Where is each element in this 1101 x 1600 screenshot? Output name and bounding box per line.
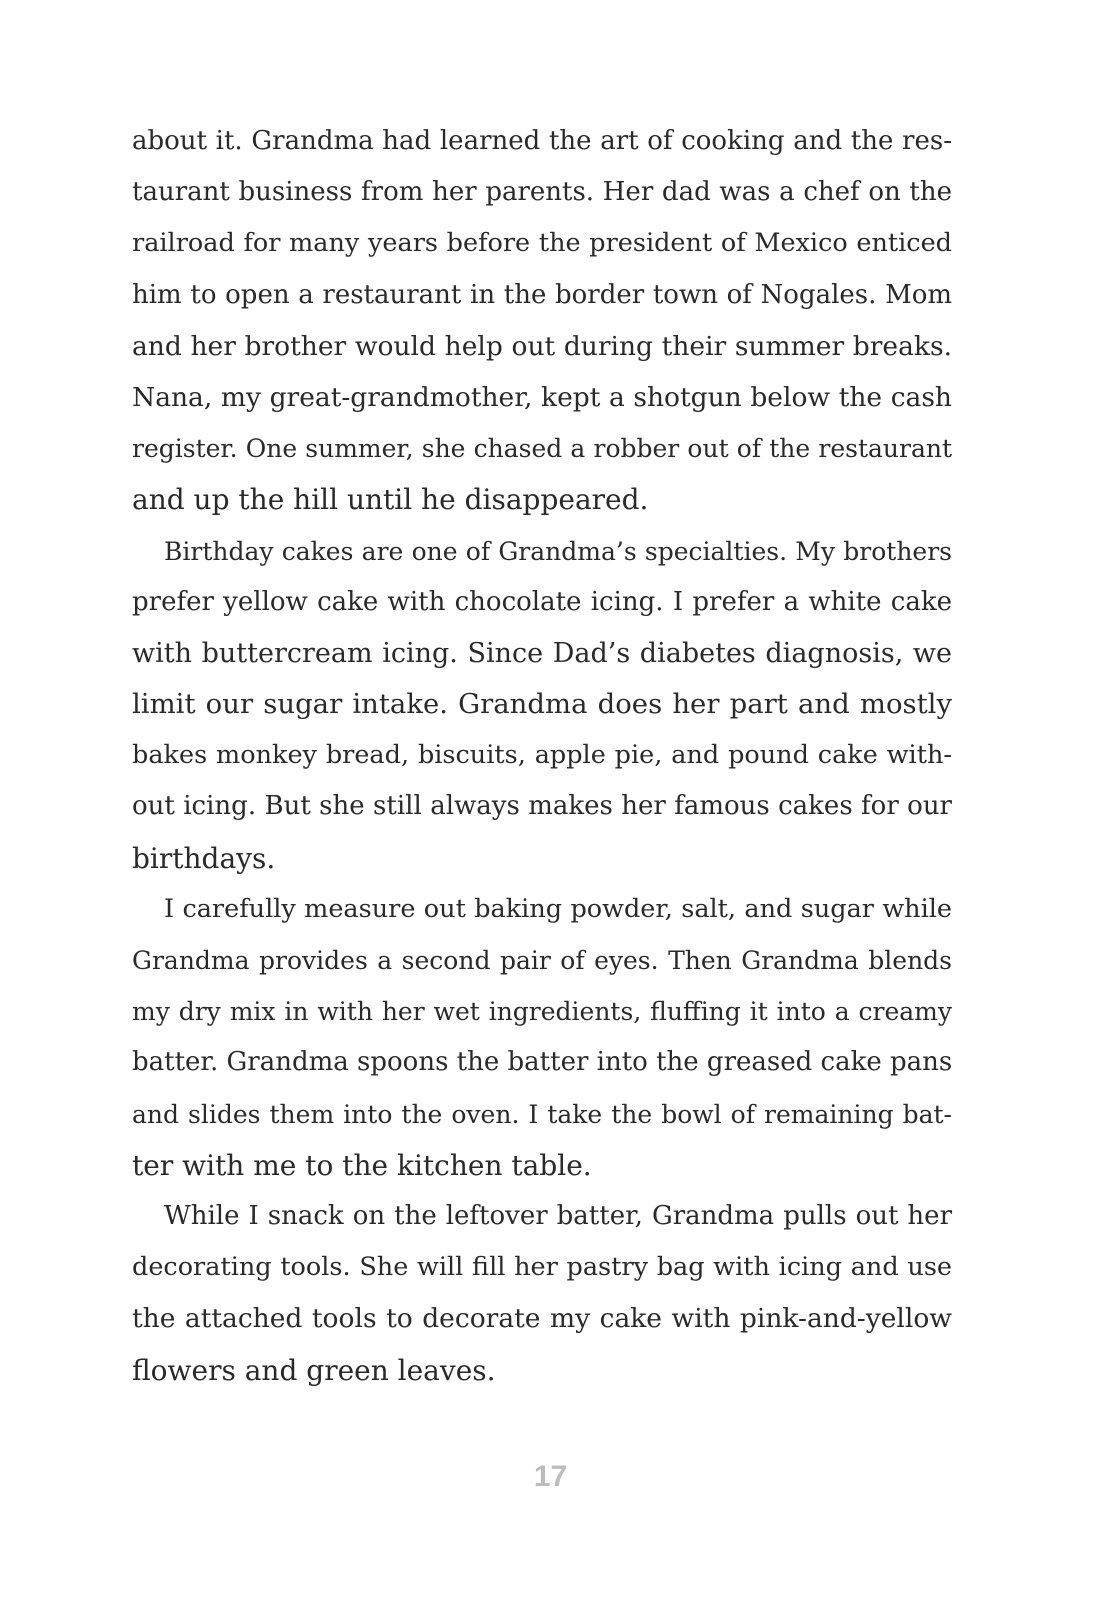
text-line: and up the hill until he disappeared. — [132, 483, 649, 517]
text-line: Birthday cakes are one of Grandma’s specialties. My brothers — [164, 536, 952, 566]
text-line: Grandma provides a second pair of eyes. Then Grandma blends — [132, 946, 952, 975]
text-line: limit our sugar intake. Grandma does her part and mostly — [132, 688, 952, 721]
text-line: bakes monkey bread, biscuits, apple pie, and pound cake with- — [132, 740, 952, 771]
text-line: him to open a restaurant in the border town of Nogales. Mom — [132, 279, 952, 310]
text-line: ter with me to the kitchen table. — [132, 1148, 592, 1182]
text-line: and her brother would help out during their summer breaks. — [132, 330, 952, 362]
text-line: birthdays. — [132, 841, 276, 875]
text-line: batter. Grandma spoons the batter into the greased cake pans — [132, 1047, 953, 1078]
text-line: While I snack on the leftover batter, Grandma pulls out her — [164, 1200, 952, 1231]
text-line: my dry mix in with her wet ingredients, fluffing it into a creamy — [132, 997, 952, 1027]
text-line: I carefully measure out baking powder, salt, and sugar while — [164, 893, 952, 924]
text-line: flowers and green leaves. — [132, 1353, 496, 1387]
text-line: and slides them into the oven. I take the bowl of remaining bat- — [132, 1099, 952, 1129]
text-line: register. One summer, she chased a robber out of the restaurant — [132, 434, 952, 464]
paragraph-2 — [132, 526, 952, 884]
text-line: prefer yellow cake with chocolate icing. I prefer a white cake — [132, 586, 952, 617]
paragraph-4 — [132, 1191, 952, 1396]
text-line: taurant business from her parents. Her dad was a chef on the — [132, 177, 952, 208]
paragraph-3 — [132, 884, 952, 1191]
body-text — [132, 116, 952, 1396]
text-line: about it. Grandma had learned the art of cooking and the res- — [132, 126, 952, 156]
text-line: the attached tools to decorate my cake with pink-and-yellow — [132, 1303, 952, 1335]
text-line: Nana, my great-grandmother, kept a shotgun below the cash — [132, 381, 952, 413]
page-number: 17 — [533, 1460, 568, 1493]
paragraph-1 — [132, 116, 952, 526]
text-line: out icing. But she still always makes her famous cakes for our — [132, 791, 952, 822]
text-line: with buttercream icing. Since Dad’s diabetes diagnosis, we — [132, 637, 952, 669]
text-line: railroad for many years before the president of Mexico enticed — [132, 228, 952, 259]
text-line: decorating tools. She will fill her pastry bag with icing and use — [132, 1252, 952, 1283]
